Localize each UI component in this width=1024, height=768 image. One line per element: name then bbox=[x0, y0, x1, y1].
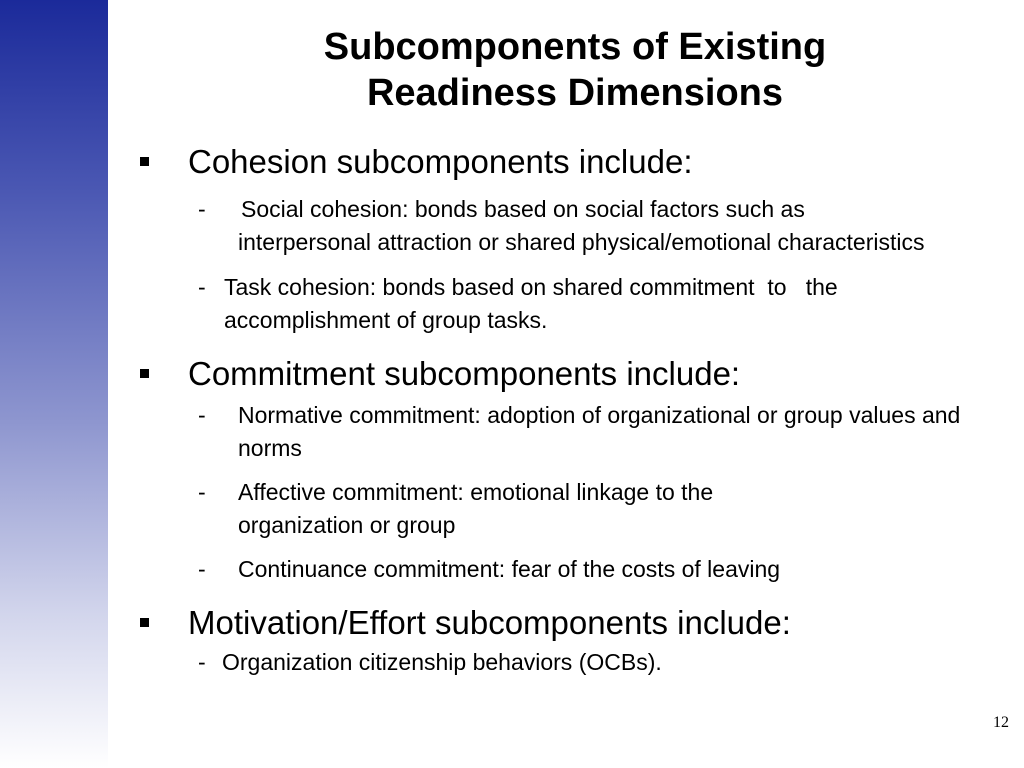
sub-item-text: Task cohesion: bonds based on shared commitment to the accomplishment of group tasks. bbox=[224, 274, 845, 333]
sub-item-text: Social cohesion: bonds based on social factors such as interpersonal attraction or shared physical/emotional characteristics bbox=[238, 196, 925, 255]
sub-item-continuance-commitment bbox=[138, 553, 1008, 586]
sub-item-text: Normative commitment: adoption of organizational or group values and norms bbox=[238, 402, 961, 461]
title-line-1: Subcomponents of Existing bbox=[323, 26, 827, 68]
dash-marker: - bbox=[198, 274, 206, 300]
dash-marker: - bbox=[198, 402, 206, 428]
sub-item-text: Continuance commitment: fear of the costs of leaving bbox=[238, 556, 781, 582]
side-gradient-bar bbox=[0, 0, 108, 768]
dash-marker: - bbox=[198, 196, 206, 222]
sub-item-ocb bbox=[138, 646, 1008, 679]
bullet-commitment bbox=[138, 353, 1008, 395]
square-bullet-icon bbox=[140, 618, 149, 627]
dash-marker: - bbox=[198, 649, 206, 675]
bullet-cohesion bbox=[138, 141, 1008, 183]
sub-item-social-cohesion bbox=[138, 193, 1008, 259]
square-bullet-icon bbox=[140, 369, 149, 378]
section-cohesion bbox=[138, 141, 1008, 337]
slide-title bbox=[150, 24, 1000, 116]
slide-content bbox=[138, 134, 1008, 679]
section-heading: Motivation/Effort subcomponents include: bbox=[188, 604, 791, 641]
sub-item-text: Affective commitment: emotional linkage to the organization or group bbox=[238, 479, 714, 538]
page-number: 12 bbox=[993, 714, 1009, 731]
section-motivation bbox=[138, 602, 1008, 679]
sub-item-task-cohesion bbox=[138, 271, 1008, 337]
sub-item-normative-commitment bbox=[138, 399, 1008, 465]
dash-marker: - bbox=[198, 479, 206, 505]
bullet-motivation bbox=[138, 602, 1008, 644]
section-commitment bbox=[138, 353, 1008, 586]
section-heading: Cohesion subcomponents include: bbox=[188, 143, 693, 180]
sub-item-affective-commitment bbox=[138, 476, 1008, 542]
sub-item-text: Organization citizenship behaviors (OCBs). bbox=[222, 649, 662, 675]
square-bullet-icon bbox=[140, 157, 149, 166]
title-line-2: Readiness Dimensions bbox=[366, 72, 784, 114]
dash-marker: - bbox=[198, 556, 206, 582]
section-heading: Commitment subcomponents include: bbox=[188, 355, 741, 392]
